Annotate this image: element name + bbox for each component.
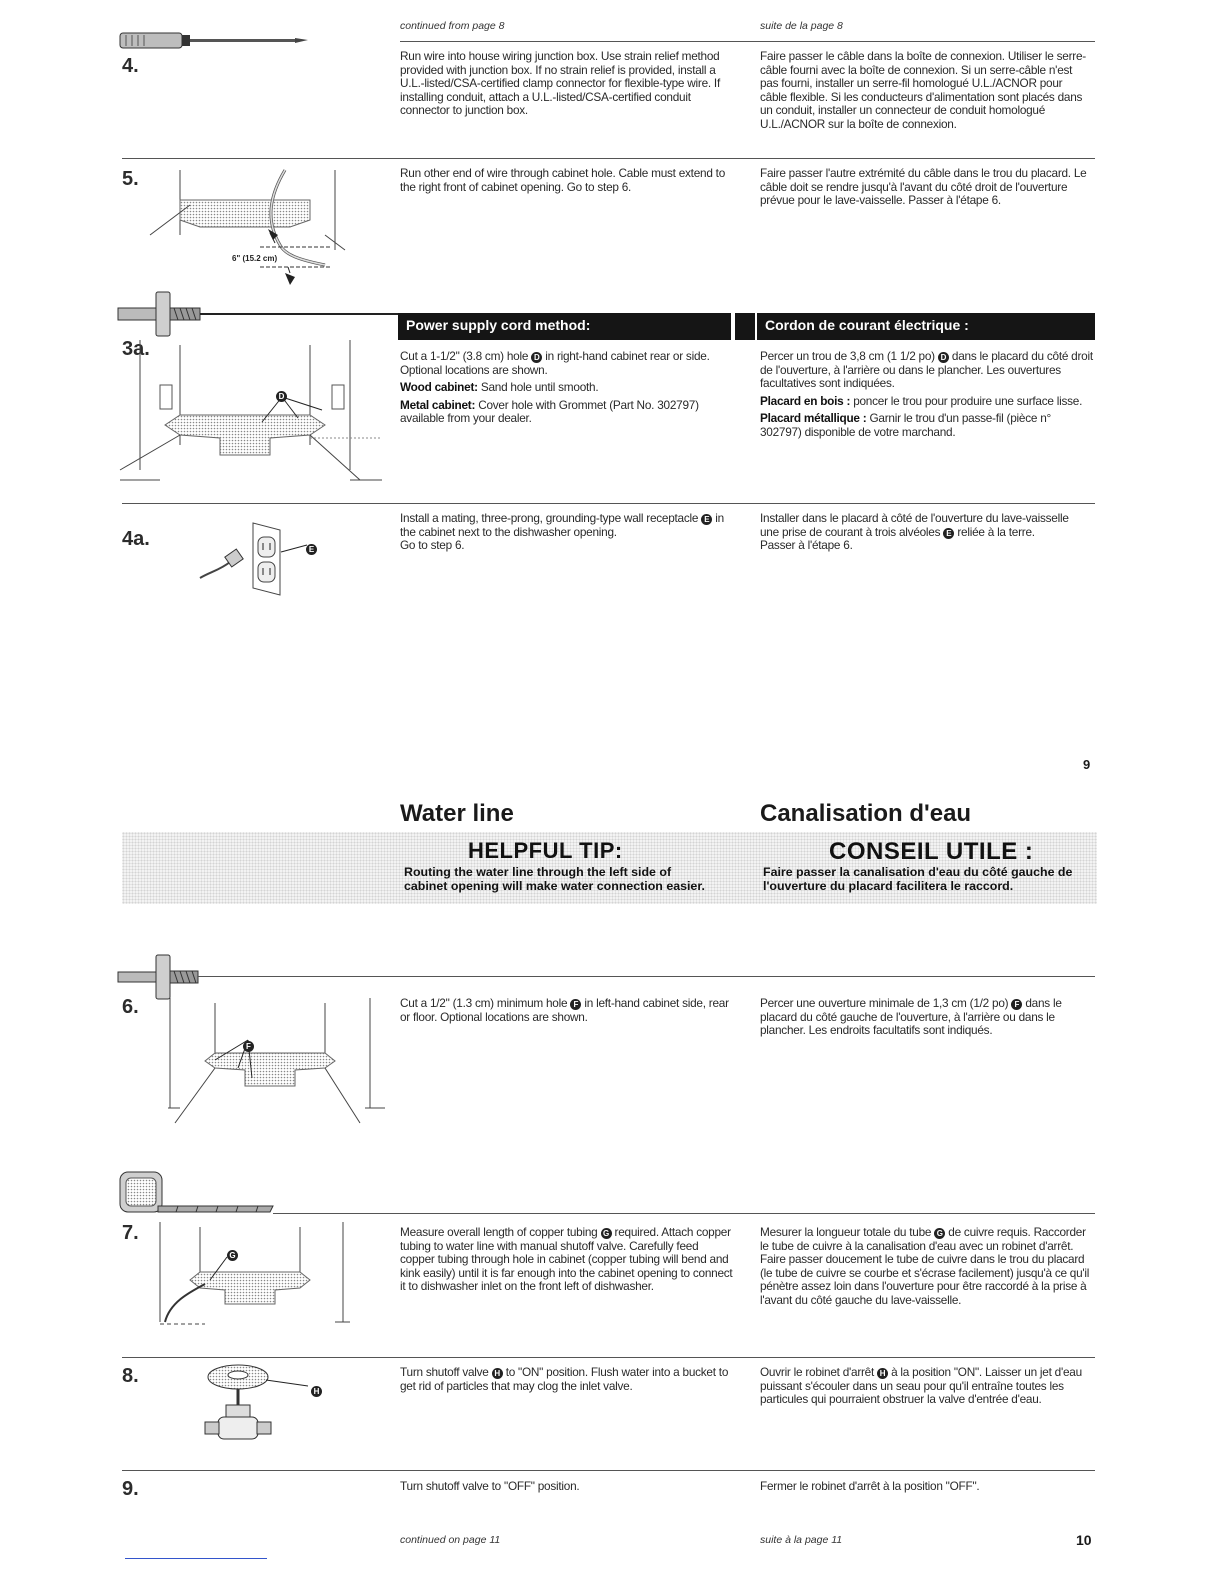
marker-d-illustration: D [276,386,287,404]
measure-label: 6" (15.2 cm) [232,254,278,263]
step-6-text-fr: Percer une ouverture minimale de 1,3 cm (1/2 po) F dans le placard du côté gauche de l'ouverture, à l'arrière ou dans le plancher. Les endroits facultatifs sont indiqués. [760,996,1062,1038]
screwdriver-icon [120,30,310,52]
tape-measure-icon [118,1170,1098,1216]
rule-step-8 [122,1357,1095,1358]
marker-d-fr: D [938,352,949,363]
water-line-title-en: Water line [400,800,514,827]
marker-d: D [531,352,542,363]
step-6-text-en: Cut a 1/2" (1.3 cm) minimum hole F in left-hand cabinet side, rear or floor. Optional locations are shown. [400,996,729,1024]
rule-step-9 [122,1470,1095,1471]
footer-link-line [125,1558,267,1559]
wall-receptacle-illustration [195,520,325,600]
step-8-text-en: Turn shutoff valve H to "ON" position. Flush water into a bucket to get rid of particles that may clog the inlet valve. [400,1365,729,1393]
step-7-text-fr: Mesurer la longueur totale du tube G de cuivre requis. Raccorder le tube de cuivre à la canalisation d'eau avec un robinet d'arrêt. Faire passer doucement le tube de cuivre dans le trou du placard (le tube de cuivre se courbe et s'écrase facilement) jusqu'à ce qu'il pénètre assez loin dans l'ouverture pour être raccordé à la prise à l'avant du côté gauche du lave-vaisselle. [760,1225,1090,1307]
step-9-number: 9. [122,1478,139,1500]
step-8-number: 8. [122,1365,139,1387]
step-3a-number: 3a. [122,338,150,360]
step-9-text-en: Turn shutoff valve to "OFF" position. [400,1479,580,1493]
step-4a-text-en: Install a mating, three-prong, grounding-type wall receptacle E in the cabinet next to the dishwasher opening. Go to step 6. [400,511,724,553]
cabinet-hole-right-illustration [120,340,390,490]
helpful-tip-title-en: HELPFUL TIP: [468,838,623,863]
banner-divider-block [735,313,755,340]
step-3a-text-fr: Percer un trou de 3,8 cm (1 1/2 po) D dans le placard du côté droit de l'ouverture, à l'arrière ou dans le plancher. Les ouvertures facultatives sont indiquées. Placard en bois : poncer le trou pour produire une surface lisse. Placard métallique : Garnir le trou d'un passe-fil (pièce n° 302797) disponible de votre marchand. [760,349,1093,439]
helpful-tip-title-fr: CONSEIL UTILE : [829,838,1034,865]
copper-tubing-illustration [155,1222,355,1332]
cabinet-hole-left-illustration [160,998,390,1128]
step-7-text-en: Measure overall length of copper tubing G required. Attach copper tubing to water line with manual shutoff valve. Carefully feed copper tubing through hole in cabinet (copper tubing will bend and kink easily) until it is far enough into the cabinet opening to connect it to dishwasher inlet on the front left of dishwasher. [400,1225,733,1294]
rule-step-4a [122,503,1095,504]
marker-h-illustration: H [311,1381,322,1399]
step-5-text-fr: Faire passer l'autre extrémité du câble dans le trou du placard. Le câble doit se rendre jusqu'à l'avant du côté droit de l'ouverture prévue pour le lave-vaisselle. Passer à l'étape 6. [760,166,1087,208]
step-5-number: 5. [122,168,139,190]
marker-g-illustration: G [227,1245,238,1263]
shutoff-valve-illustration [200,1360,330,1450]
step-4-text-en: Run wire into house wiring junction box. Use strain relief method provided with junction box. If no strain relief is provided, install a U.L.-listed/CSA-certified clamp connector for flexible-type wire. If installing conduit, attach a U.L.-listed/CSA-certified conduit connector to junction box. [400,49,720,118]
marker-g-fr: G [934,1228,945,1239]
marker-g: G [601,1228,612,1239]
marker-e-fr: E [943,528,954,539]
cabinet-cable-illustration [150,165,350,290]
step-4-number: 4. [122,55,139,77]
rule-step-5 [122,158,1095,159]
continued-on-en: continued on page 11 [400,1534,501,1546]
marker-e: E [701,514,712,525]
step-6-number: 6. [122,996,139,1018]
helpful-tip-text-en: Routing the water line through the left side of cabinet opening will make water connection easier. [404,865,705,893]
marker-e-illustration: E [306,539,317,557]
marker-h: H [492,1368,503,1379]
step-7-number: 7. [122,1222,139,1244]
step-4a-text-fr: Installer dans le placard à côté de l'ouverture du lave-vaisselle une prise de courant à trois alvéoles E reliée à la terre. Passer à l'étape 6. [760,511,1069,553]
step-8-text-fr: Ouvrir le robinet d'arrêt H à la position "ON". Laisser un jet d'eau puissant s'écouler dans un seau pour qu'il entraîne toutes les particules qui pourraient obstruer la valve d'entrée d'eau. [760,1365,1082,1407]
step-4-text-fr: Faire passer le câble dans la boîte de connexion. Utiliser le serre-câble fourni avec la boîte de connexion. Si un serre-câble n'est pas fourni, installer un serre-fil homologué U.L./ACNOR pour câble flexible. Si les conducteurs d'alimentation sont placés dans un conduit, installer un connecteur de conduit homologué U.L./ACNOR sur la boîte de connexion. [760,49,1086,131]
continued-from-fr: suite de la page 8 [760,20,843,32]
step-5-text-en: Run other end of wire through cabinet hole. Cable must extend to the right front of cabinet opening. Go to step 6. [400,166,726,194]
drill-icon [118,290,408,340]
continued-from-en: continued from page 8 [400,20,505,32]
power-banner-en: Power supply cord method: [398,313,731,340]
page-number-9: 9 [1083,757,1091,772]
marker-f-fr: F [1011,999,1022,1010]
marker-h-fr: H [877,1368,888,1379]
marker-f-illustration: F [243,1036,254,1054]
power-banner-fr: Cordon de courant électrique : [757,313,1095,340]
marker-f: F [570,999,581,1010]
page-number-10: 10 [1076,1532,1092,1548]
step-4a-number: 4a. [122,528,150,550]
helpful-tip-text-fr: Faire passer la canalisation d'eau du côté gauche de l'ouverture du placard facilitera le raccord. [763,865,1073,893]
water-line-title-fr: Canalisation d'eau [760,800,972,827]
continued-on-fr: suite à la page 11 [760,1534,843,1546]
top-rule [400,41,1095,42]
step-9-text-fr: Fermer le robinet d'arrêt à la position "OFF". [760,1479,980,1493]
step-3a-text-en: Cut a 1-1/2" (3.8 cm) hole D in right-hand cabinet rear or side. Optional locations are shown. Wood cabinet: Sand hole until smooth. Metal cabinet: Cover hole with Grommet (Part No. 302797) available from your dealer. [400,349,710,426]
